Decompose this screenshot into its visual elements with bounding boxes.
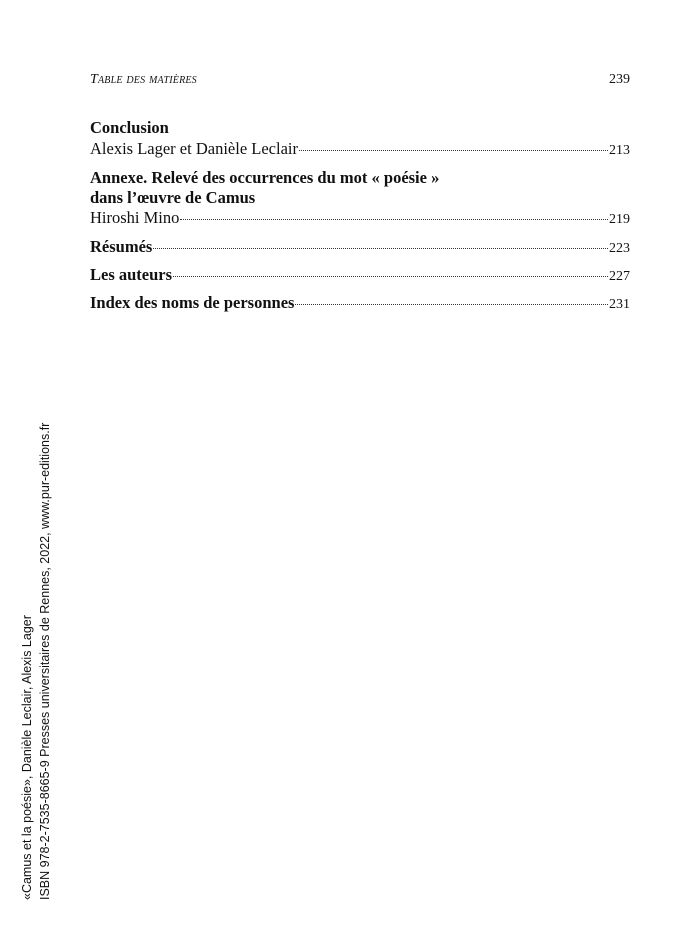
dot-leader [153, 248, 608, 249]
entry-page: 219 [609, 212, 630, 227]
toc-entry-auteurs[interactable] [90, 265, 630, 287]
toc-entry-resumes[interactable] [90, 237, 630, 259]
entry-title: Index des noms de personnes [90, 293, 295, 312]
running-header [90, 72, 630, 88]
entry-title: Annexe. Relevé des occurrences du mot « poésie » [90, 168, 440, 187]
toc-entry-annexe-title-2 [90, 188, 630, 208]
toc-entry-index[interactable] [90, 293, 630, 315]
entry-author: Alexis Lager et Danièle Leclair [90, 139, 298, 158]
entry-page: 231 [609, 297, 630, 312]
dot-leader [173, 276, 608, 277]
toc-entry-conclusion-author[interactable] [90, 139, 630, 161]
side-copyright-note [18, 423, 54, 900]
entry-title: Conclusion [90, 118, 169, 137]
entry-page: 213 [609, 143, 630, 158]
entry-title: dans l’œuvre de Camus [90, 188, 256, 207]
entry-author: Hiroshi Mino [90, 208, 180, 227]
entry-page: 227 [609, 269, 630, 284]
header-title: Table des matières [90, 72, 197, 87]
page-number: 239 [609, 72, 630, 87]
entry-title: Les auteurs [90, 265, 173, 284]
side-note-line2: ISBN 978-2-7535-8665-9 Presses universitaires de Rennes, 2022, www.pur-editions.fr [38, 422, 52, 900]
toc-entry-annexe-title-1 [90, 168, 630, 188]
entry-title: Résumés [90, 237, 153, 256]
dot-leader [295, 304, 608, 305]
dot-leader [299, 150, 608, 151]
toc-entry-annexe-author[interactable] [90, 208, 630, 230]
side-note-line1: «Camus et la poésie», Danièle Leclair, Alexis Lager [20, 615, 34, 900]
entry-page: 223 [609, 241, 630, 256]
toc-entry-conclusion-title [90, 118, 630, 138]
dot-leader [180, 219, 608, 220]
